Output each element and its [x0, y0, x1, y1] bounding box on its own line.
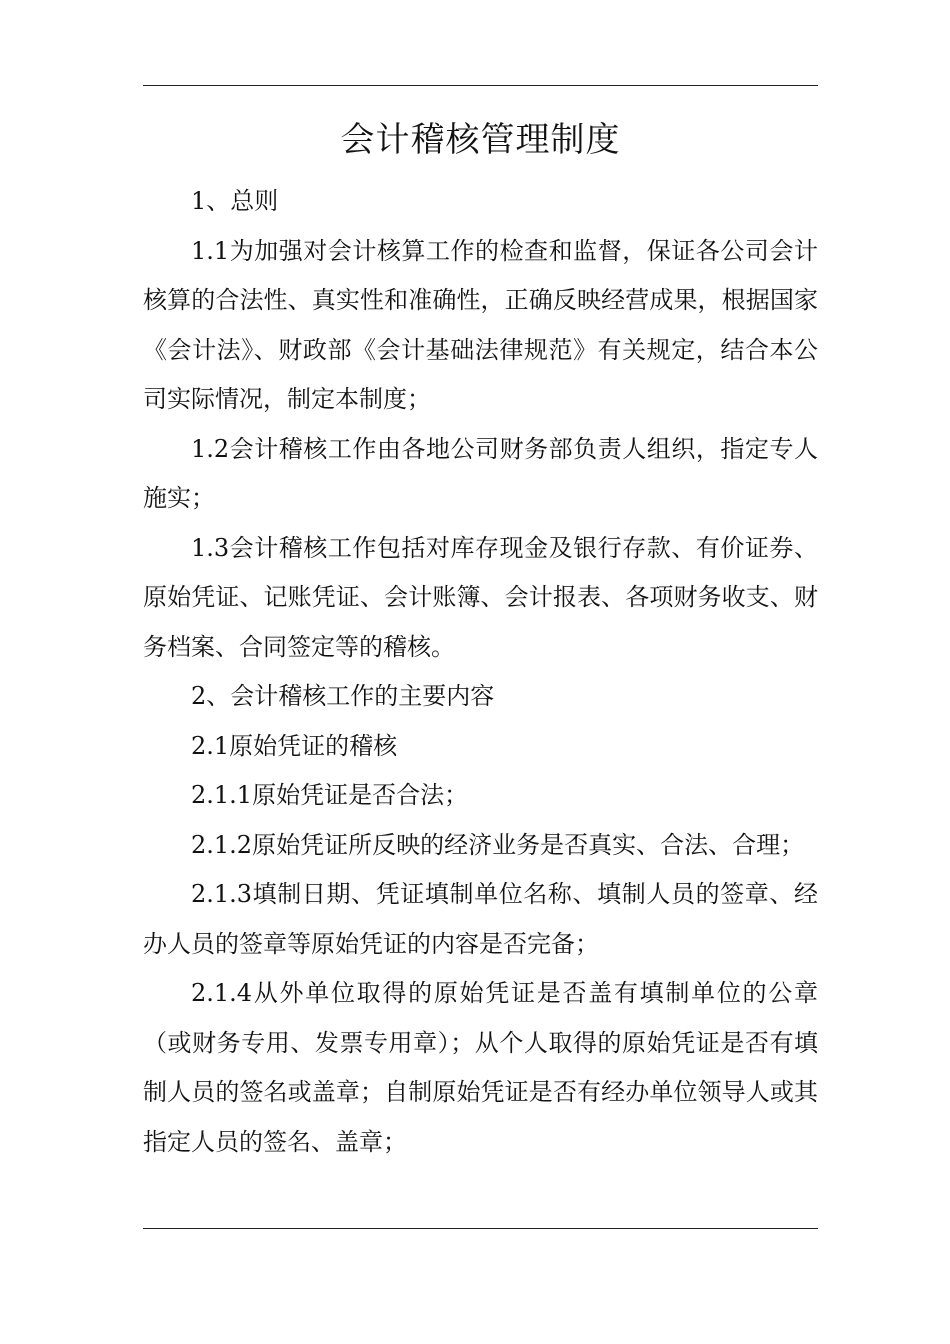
paragraph-1-2: 1.2会计稽核工作由各地公司财务部负责人组织，指定专人施实；	[143, 434, 818, 512]
paragraph-section-1: 1、总则	[191, 187, 279, 215]
paragraph-2-1-1: 2.1.1原始凭证是否合法；	[191, 781, 469, 809]
paragraph-2-1: 2.1原始凭证的稽核	[191, 731, 398, 760]
paragraph-1-3: 1.3会计稽核工作包括对库存现金及银行存款、有价证券、原始凭证、记账凭证、会计账簿、会计报表、各项财务收支、财务档案、合同签定等的稽核。	[143, 533, 818, 661]
footer-rule	[143, 1228, 818, 1229]
paragraph-2-1-2: 2.1.2原始凭证所反映的经济业务是否真实、合法、合理；	[191, 830, 805, 859]
paragraph-1-1: 1.1为加强对会计核算工作的检查和监督，保证各公司会计核算的合法性、真实性和准确性，正确反映经营成果，根据国家《会计法》、财政部《会计基础法律规范》有关规定，结合本公司实际情况，制定本制度；	[143, 236, 818, 413]
paragraph-2-1-4: 2.1.4从外单位取得的原始凭证是否盖有填制单位的公章（或财务专用、发票专用章）；从个人取得的原始凭证是否有填制人员的签名或盖章；自制原始凭证是否有经办单位领导人或其指定人员的签名、盖章；	[143, 979, 818, 1156]
document-body	[143, 177, 818, 1167]
document-page	[143, 0, 818, 1344]
header-rule	[143, 85, 818, 86]
paragraph-2-1-3: 2.1.3填制日期、凭证填制单位名称、填制人员的签章、经办人员的签章等原始凭证的内容是否完备；	[143, 880, 818, 958]
document-title: 会计稽核管理制度	[340, 120, 621, 160]
paragraph-section-2: 2、会计稽核工作的主要内容	[191, 682, 495, 710]
